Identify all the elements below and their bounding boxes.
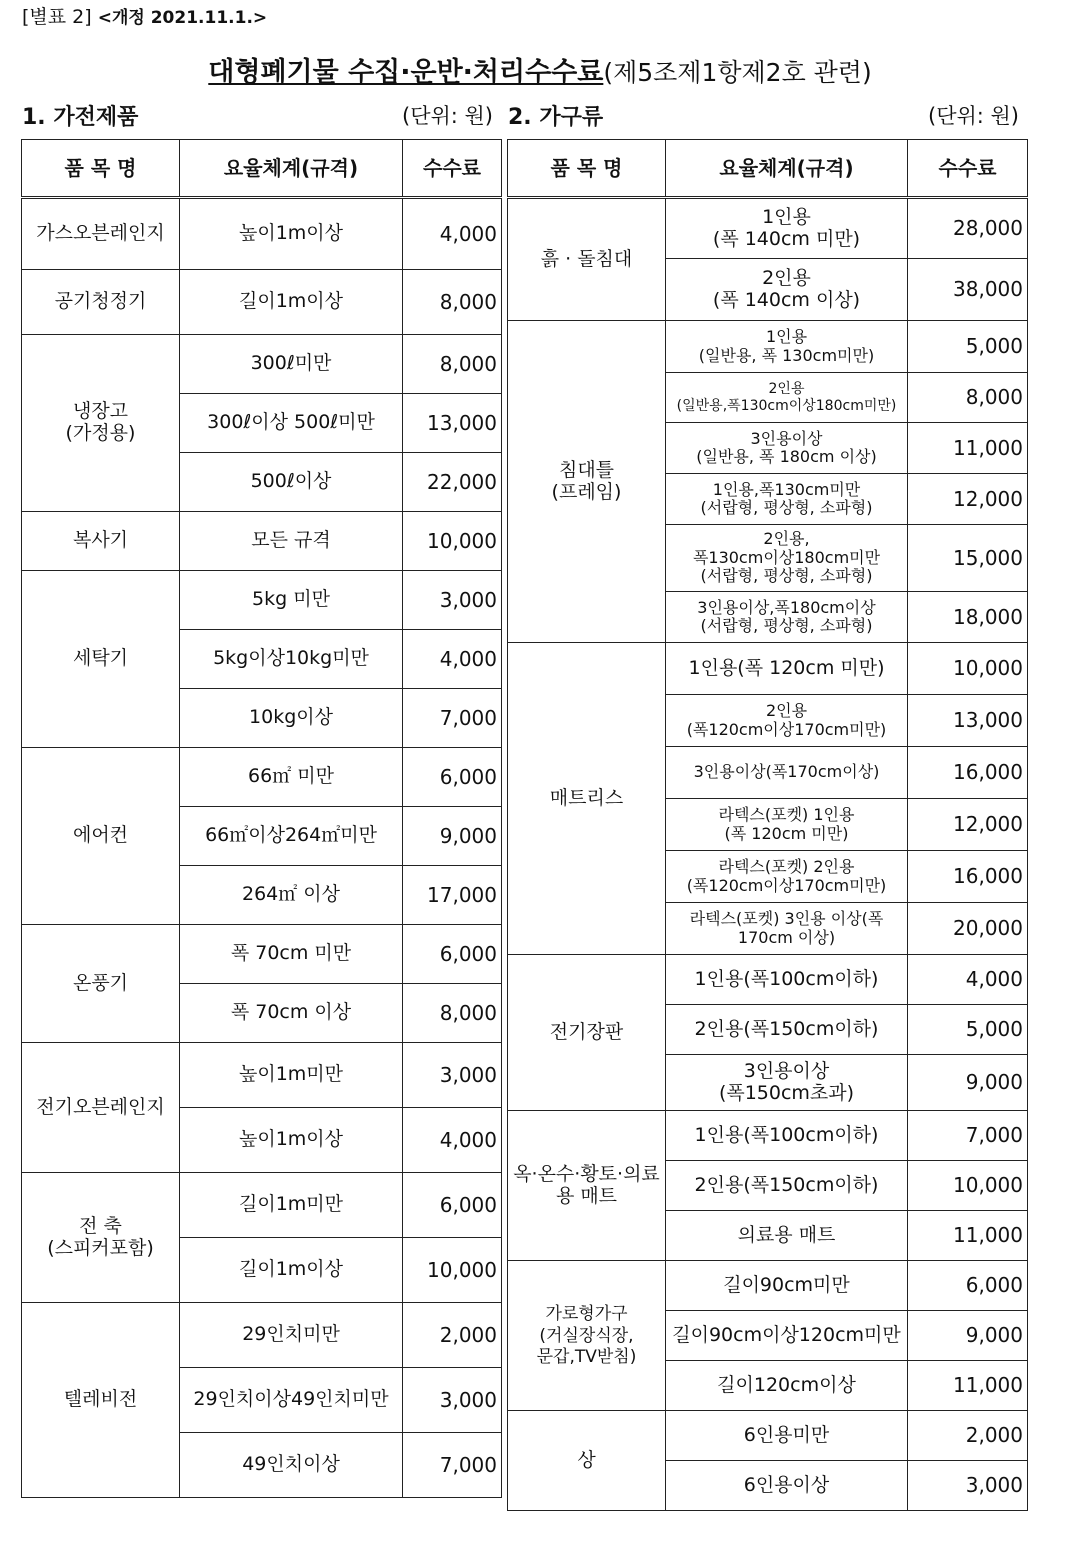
fee-cell: 18,000 [908, 592, 1028, 643]
section2-heading: 2. 가구류 [508, 105, 604, 130]
item-cell: 복사기 [22, 512, 180, 571]
fee-cell: 12,000 [908, 799, 1028, 851]
fee-cell: 4,000 [403, 1108, 502, 1173]
spec-cell: 모든 규격 [180, 512, 403, 571]
spec-cell: 2인용 (폭 140cm 이상) [666, 259, 908, 321]
spec-cell: 폭 70cm 이상 [180, 984, 403, 1043]
fee-cell: 7,000 [403, 1433, 502, 1498]
fee-cell: 13,000 [403, 394, 502, 453]
fee-cell: 13,000 [908, 695, 1028, 747]
fee-cell: 8,000 [403, 270, 502, 335]
spec-cell: 6인용미만 [666, 1411, 908, 1461]
fee-cell: 22,000 [403, 453, 502, 512]
spec-cell: 라텍스(포켓) 2인용 (폭120cm이상170cm미만) [666, 851, 908, 903]
fee-cell: 6,000 [403, 1173, 502, 1238]
item-cell: 전기오븐레인지 [22, 1043, 180, 1173]
fee-cell: 4,000 [403, 198, 502, 270]
spec-cell: 1인용 (폭 140cm 미만) [666, 198, 908, 259]
section2-unit: (단위: 원) [928, 104, 1019, 128]
fee-cell: 7,000 [908, 1111, 1028, 1161]
col-header-item: 품 목 명 [508, 140, 666, 198]
fee-cell: 2,000 [908, 1411, 1028, 1461]
fee-cell: 5,000 [908, 321, 1028, 373]
spec-cell: 폭 70cm 미만 [180, 925, 403, 984]
spec-cell: 높이1m미만 [180, 1043, 403, 1108]
spec-cell: 3인용이상 (폭150cm초과) [666, 1055, 908, 1111]
title-main: 대형폐기물 수집·운반·처리수수료 [208, 57, 604, 88]
fee-cell: 9,000 [403, 807, 502, 866]
fee-cell: 8,000 [403, 984, 502, 1043]
spec-cell: 라텍스(포켓) 1인용 (폭 120cm 미만) [666, 799, 908, 851]
item-cell: 에어컨 [22, 748, 180, 925]
spec-cell: 길이1m미만 [180, 1173, 403, 1238]
fee-cell: 3,000 [403, 571, 502, 630]
spec-cell: 라텍스(포켓) 3인용 이상(폭 170cm 이상) [666, 903, 908, 955]
fee-cell: 8,000 [908, 373, 1028, 423]
spec-cell: 5kg이상10kg미만 [180, 630, 403, 689]
revision-date: <개정 2021.11.1.> [97, 8, 268, 28]
col-header-fee: 수수료 [908, 140, 1028, 198]
spec-cell: 2인용, 폭130cm이상180cm미만 (서랍형, 평상형, 소파형) [666, 525, 908, 592]
spec-cell: 1인용 (일반용, 폭 130cm미만) [666, 321, 908, 373]
spec-cell: 높이1m이상 [180, 1108, 403, 1173]
item-name: 전 축 (스피커포함) [47, 1214, 154, 1259]
item-cell: 텔레비전 [22, 1303, 180, 1498]
fee-cell: 3,000 [403, 1043, 502, 1108]
fee-cell: 4,000 [908, 955, 1028, 1005]
fee-cell: 10,000 [403, 1238, 502, 1303]
item-cell: 가스오븐레인지 [22, 198, 180, 270]
spec-cell: 6인용이상 [666, 1461, 908, 1511]
spec-cell: 1인용,폭130cm미만 (서랍형, 평상형, 소파형) [666, 474, 908, 525]
spec-cell: 49인치이상 [180, 1433, 403, 1498]
fee-cell: 15,000 [908, 525, 1028, 592]
fee-cell: 6,000 [403, 748, 502, 807]
section1-heading: 1. 가전제품 [22, 105, 139, 130]
fee-cell: 6,000 [908, 1261, 1028, 1311]
col-header-fee: 수수료 [403, 140, 502, 198]
fee-cell: 3,000 [908, 1461, 1028, 1511]
fee-cell: 10,000 [908, 1161, 1028, 1211]
fee-cell: 5,000 [908, 1005, 1028, 1055]
fee-cell: 17,000 [403, 866, 502, 925]
fee-cell: 11,000 [908, 1211, 1028, 1261]
fee-cell: 7,000 [403, 689, 502, 748]
spec-cell: 10kg이상 [180, 689, 403, 748]
fee-cell: 16,000 [908, 851, 1028, 903]
spec-cell: 2인용(폭150cm이하) [666, 1005, 908, 1055]
fee-cell: 20,000 [908, 903, 1028, 955]
spec-cell: 1인용(폭100cm이하) [666, 1111, 908, 1161]
fee-cell: 28,000 [908, 198, 1028, 259]
item-cell: 세탁기 [22, 571, 180, 748]
spec-cell: 300ℓ미만 [180, 335, 403, 394]
item-name: 침대틀 (프레임) [551, 458, 622, 503]
item-cell: 상 [508, 1411, 666, 1511]
fee-cell: 2,000 [403, 1303, 502, 1368]
furniture-fee-table [507, 139, 1028, 1511]
item-name: 가로형가구 (거실장식장, 문갑,TV받침) [536, 1303, 637, 1368]
spec-cell: 1인용(폭 120cm 미만) [666, 643, 908, 695]
spec-cell: 2인용(폭150cm이하) [666, 1161, 908, 1211]
title-sub: (제5조제1항제2호 관련) [603, 58, 872, 87]
item-cell: 온풍기 [22, 925, 180, 1043]
spec-cell: 29인치미만 [180, 1303, 403, 1368]
item-cell: 흙 · 돌침대 [508, 198, 666, 321]
spec-cell: 264㎡ 이상 [180, 866, 403, 925]
fee-cell: 3,000 [403, 1368, 502, 1433]
fee-cell: 10,000 [908, 643, 1028, 695]
spec-cell: 의료용 매트 [666, 1211, 908, 1261]
spec-cell: 66㎡ 미만 [180, 748, 403, 807]
fee-cell: 6,000 [403, 925, 502, 984]
spec-cell: 3인용이상 (일반용, 폭 180cm 이상) [666, 423, 908, 474]
spec-cell: 길이1m이상 [180, 270, 403, 335]
section1-unit: (단위: 원) [402, 104, 493, 128]
spec-cell: 3인용이상(폭170cm이상) [666, 747, 908, 799]
fee-cell: 9,000 [908, 1311, 1028, 1361]
spec-cell: 2인용 (일반용,폭130cm이상180cm미만) [666, 373, 908, 423]
fee-cell: 11,000 [908, 1361, 1028, 1411]
col-header-spec: 요율체계(규격) [180, 140, 403, 198]
spec-cell: 길이90cm미만 [666, 1261, 908, 1311]
spec-cell: 높이1m이상 [180, 198, 403, 270]
item-cell [22, 1173, 180, 1303]
item-name: 냉장고 (가정용) [65, 400, 136, 444]
fee-cell: 9,000 [908, 1055, 1028, 1111]
item-cell: 매트리스 [508, 643, 666, 955]
spec-cell: 29인치이상49인치미만 [180, 1368, 403, 1433]
item-cell: 전기장판 [508, 955, 666, 1111]
fee-cell: 8,000 [403, 335, 502, 394]
spec-cell: 3인용이상,폭180cm이상 (서랍형, 평상형, 소파형) [666, 592, 908, 643]
item-cell: 공기청정기 [22, 270, 180, 335]
spec-cell: 1인용(폭100cm이하) [666, 955, 908, 1005]
spec-cell: 66㎡이상264㎡미만 [180, 807, 403, 866]
fee-cell: 4,000 [403, 630, 502, 689]
spec-cell: 길이90cm이상120cm미만 [666, 1311, 908, 1361]
spec-cell: 500ℓ이상 [180, 453, 403, 512]
spec-cell: 5kg 미만 [180, 571, 403, 630]
item-cell [508, 321, 666, 643]
item-cell [508, 1261, 666, 1411]
fee-cell: 10,000 [403, 512, 502, 571]
item-cell [22, 335, 180, 512]
spec-cell: 길이120cm이상 [666, 1361, 908, 1411]
item-cell [508, 1111, 666, 1261]
spec-cell: 길이1m이상 [180, 1238, 403, 1303]
fee-cell: 16,000 [908, 747, 1028, 799]
col-header-spec: 요율체계(규격) [666, 140, 908, 198]
annex-number: [별표 2] [22, 6, 92, 28]
fee-cell: 11,000 [908, 423, 1028, 474]
fee-cell: 12,000 [908, 474, 1028, 525]
spec-cell: 2인용 (폭120cm이상170cm미만) [666, 695, 908, 747]
item-name: 옥·온수·황토·의료 용 매트 [513, 1162, 660, 1207]
fee-cell: 38,000 [908, 259, 1028, 321]
page-title [0, 50, 1080, 89]
appliance-fee-table [21, 139, 502, 1498]
col-header-item: 품 목 명 [22, 140, 180, 198]
spec-cell: 300ℓ이상 500ℓ미만 [180, 394, 403, 453]
annex-label [22, 2, 267, 29]
